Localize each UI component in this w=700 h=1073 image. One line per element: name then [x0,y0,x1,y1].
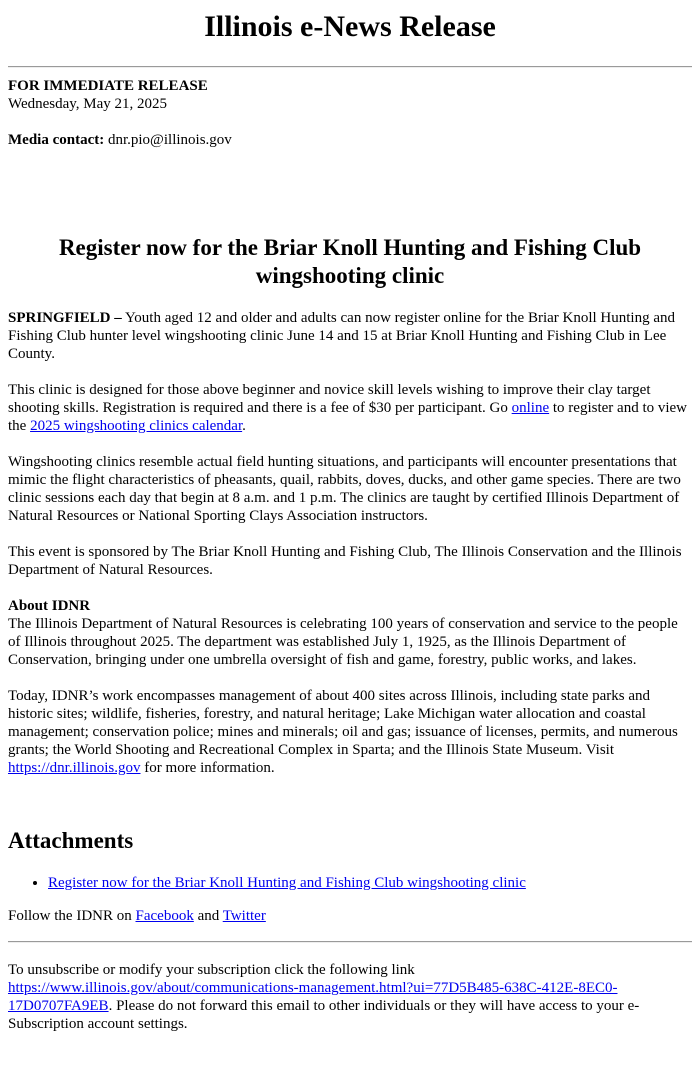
footer-text-a: To unsubscribe or modify your subscription click the following link [8,962,415,978]
attachments-heading: Attachments [8,828,134,853]
article-headline: Register now for the Briar Knoll Hunting and Fishing Club wingshooting clinic [58,235,642,288]
media-contact-email: dnr.pio@illinois.gov [107,132,232,148]
follow-line [8,907,692,925]
list-item [48,874,692,892]
unsubscribe-footer [8,961,692,1033]
banner-title: Illinois e-News Release [204,10,496,43]
dateline: SPRINGFIELD – [8,310,122,326]
clinics-calendar-link[interactable]: 2025 wingshooting clinics calendar [30,418,243,434]
top-divider [8,66,692,68]
about-paragraph-1: The Illinois Department of Natural Resources is celebrating 100 years of conservation and service to the people of Illinois throughout 2025. The department was established July 1, 1925, as the Illinois Department of Conservation, bringing under one umbrella oversight of fish and game, forestry, public works, and lakes. [8,616,678,668]
about-heading: About IDNR [8,598,91,614]
article-paragraph-3: Wingshooting clinics resemble actual field hunting situations, and participants will encounter presentations that mimic the flight characteristics of pheasants, quail, rabbits, doves, ducks, and other game species. There are two clinic sessions each day that begin at 8 a.m. and 1 p.m. The clinics are taught by certified Illinois Department of Natural Resources or National Sporting Clays Association instructors. [8,454,681,524]
media-contact [8,131,692,149]
paragraph-2-text-a: This clinic is designed for those above beginner and novice skill levels wishing to improve their clay target shooting skills. Registration is required and there is a fee of $30 per participant. Go [8,382,651,416]
footer-text-b: . Please do not forward this email to other individuals or they will have access to your e-Subscription account settings. [8,998,640,1032]
paragraph-2-text-b: to register and to view the [8,400,688,434]
attachment-link[interactable]: Register now for the Briar Knoll Hunting and Fishing Club wingshooting clinic [48,875,526,891]
about-paragraph-2-text-a: Today, IDNR’s work encompasses management of about 400 sites across Illinois, including state parks and historic sites; wildlife, fisheries, forestry, and natural heritage; Lake Michigan water allocation and coastal management; conservation police; mines and minerals; oil and gas; issuance of licenses, permits, and numerous grants; the World Shooting and Recreational Complex in Sparta; and the Illinois State Museum. Visit [8,688,678,758]
article-paragraph-2 [8,381,692,435]
idnr-website-link[interactable]: https://dnr.illinois.gov [8,760,141,776]
bottom-divider [8,941,692,943]
media-contact-label: Media contact: [8,132,105,148]
article-paragraph-4: This event is sponsored by The Briar Knoll Hunting and Fishing Club, The Illinois Conservation and the Illinois Department of Natural Resources. [8,544,682,578]
about-section [8,597,692,669]
release-date: Wednesday, May 21, 2025 [8,96,168,112]
paragraph-2-text-c: . [242,418,246,434]
about-paragraph-2-text-b: for more information. [140,760,275,776]
release-label: FOR IMMEDIATE RELEASE [8,78,208,94]
attachments-list [8,874,692,892]
paragraph-1-text: Youth aged 12 and older and adults can now register online for the Briar Knoll Hunting and Fishing Club hunter level wingshooting clinic June 14 and 15 at Briar Knoll Hunting and Fishing Club in Lee County. [8,310,676,362]
online-registration-link[interactable]: online [511,400,550,416]
facebook-link[interactable]: Facebook [135,908,194,924]
twitter-link[interactable]: Twitter [222,908,266,924]
release-header [8,77,692,149]
follow-and-text: and [193,908,223,924]
about-paragraph-2 [8,687,692,777]
subscription-management-link[interactable]: https://www.illinois.gov/about/communications-management.html?ui=77D5B485-638C-412E-8EC0-17D0707FA9EB [8,980,618,1014]
article-paragraph-1 [8,309,692,363]
follow-text: Follow the IDNR on [8,908,136,924]
